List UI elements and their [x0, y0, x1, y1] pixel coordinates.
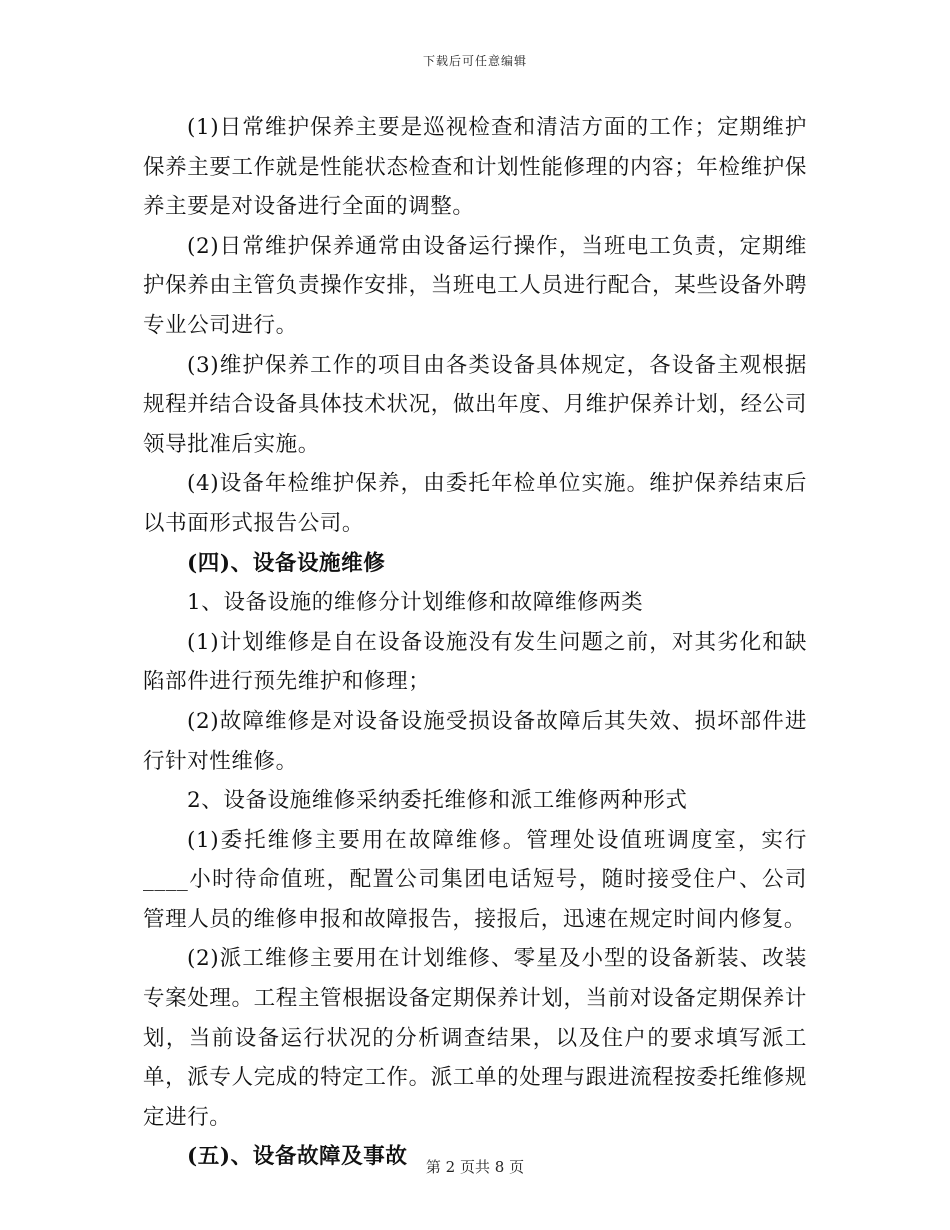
paragraph: (2)故障维修是对设备设施受损设备故障后其失效、损坏部件进行针对性维修。: [143, 708, 807, 774]
paragraph: (2)派工维修主要用在计划维修、零星及小型的设备新装、改装专案处理。工程主管根据设备定期保养计划，当前对设备定期保养计划，当前设备运行状况的分析调查结果，以及住户的要求填写派工单，派专人完成的特定工作。派工单的处理与跟进流程按委托维修规定进行。: [143, 946, 807, 1130]
paragraph: 1、设备设施的维修分计划维修和故障维修两类: [187, 590, 644, 616]
page-header: 下载后可任意编辑: [422, 54, 527, 68]
paragraph: (4)设备年检维护保养，由委托年检单位实施。维护保养结束后以书面形式报告公司。: [143, 471, 807, 536]
paragraph: (1)计划维修是自在设备设施没有发生问题之前，对其劣化和缺陷部件进行预先维护和修理；: [143, 629, 807, 695]
paragraph: (1)日常维护保养主要是巡视检查和清洁方面的工作；定期维护保养主要工作就是性能状态检查和计划性能修理的内容；年检维护保养主要是对设备进行全面的调整。: [143, 115, 807, 220]
section-heading: (五)、设备故障及事故: [187, 1144, 408, 1170]
paragraph: (1)委托维修主要用在故障维修。管理处设值班调度室，实行____小时待命值班，配置公司集团电话短号，随时接受住户、公司管理人员的维修申报和故障报告，接报后，迅速在规定时间内修复。: [143, 827, 807, 932]
paragraph: (2)日常维护保养通常由设备运行操作，当班电工负责，定期维护保养由主管负责操作安排，当班电工人员进行配合，某些设备外聘专业公司进行。: [143, 233, 807, 338]
paragraph: 2、设备设施维修采纳委托维修和派工维修两种形式: [187, 788, 688, 814]
section-heading: (四)、设备设施维修: [187, 550, 386, 576]
paragraph: (3)维护保养工作的项目由各类设备具体规定，各设备主观根据规程并结合设备具体技术状况，做出年度、月维护保养计划，经公司领导批准后实施。: [143, 352, 807, 457]
page-footer: 第 2 页共 8 页: [425, 1158, 525, 1176]
document-body: [143, 108, 807, 1177]
